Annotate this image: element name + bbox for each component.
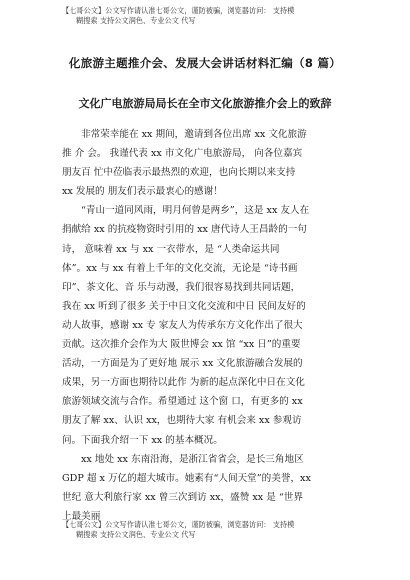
body-line: 朋友了解 xx、认识 xx，也期待大家 有机会来 xx 参观访: [62, 415, 302, 427]
body-line: xx 发展的 朋友们表示最衷心的感谢！: [62, 186, 223, 198]
body-line: 非常荣幸能在 xx 期间，邀请到各位出席 xx 文化旅游: [81, 129, 307, 140]
body-line: 体”。xx 与 xx 有着上千年的文化交流，无论是 “诗书画: [62, 262, 298, 274]
body-line: GDP 超 x 万亿的超大城市。她素有“人间天堂”的美誉，xx: [62, 472, 311, 484]
body-line: xx 地处 xx 东南沿海，是浙江省省会，是长三角地区: [81, 453, 304, 465]
body-line: 捐献给 xx 的抗疫物资时引用的 xx 唐代诗人王昌龄的一句: [62, 224, 307, 236]
body-line: “青山一道同风雨，明月何曾是两乡”，这是 xx 友人在: [81, 205, 310, 217]
body-line: 活动，一方面是为了更好地 展示 xx 文化旅游融合发展的: [62, 358, 303, 370]
body-line: 贡献。这次推介会作为大 阪世博会 xx 馆 “xx 日”的重要: [62, 339, 301, 351]
body-line: 成果，另一方面也期待以此作 为新的起点深化中日在文化: [62, 377, 305, 389]
header-note-line-1: 【七哥公文】公文写作请认准七哥公文，谨防被骗，浏览器访问： 支持模: [62, 6, 295, 15]
body-line: 印”、茶文化、音 乐与动漫，我们很容易找到共同话题，: [62, 281, 301, 293]
body-line: 世纪 意大利旅行家 xx 曾三次到访 xx，盛赞 xx 是 “世界: [62, 491, 303, 503]
body-line: 问。下面我介绍一下 xx 的基本概况。: [62, 434, 223, 446]
body-line: 旅游领域交流与合作。希望通过 这个窗 口，有更多的 xx: [62, 396, 303, 408]
article-title: 文化广电旅游局局长在全市文化旅游推介会上的致辞: [78, 97, 332, 110]
body-line: 推 介 会。 我谨代表 xx 市文化广电旅游局， 向各位嘉宾: [62, 148, 303, 160]
document-title: 化旅游主题推介会、发展大会讲话材料汇编（8 篇）: [68, 56, 342, 70]
footer-note-line-1: 【七哥公文】公文写作请认准七哥公文，谨防被骗，浏览器访问： 支持模: [62, 520, 295, 529]
footer-note-line-2: 糊搜索 支持公文润色、专业公文 代写: [76, 530, 196, 539]
page-header-note: [62, 6, 362, 26]
article-body: [62, 125, 357, 526]
body-line: 上最美丽: [62, 510, 101, 522]
body-line: 动人故事，感谢 xx 专 家友人为传承东方文化作出了很大: [62, 319, 303, 331]
body-line: 我在 xx 听到了很多 关于中日文化交流和中日 民间友好的: [62, 300, 306, 312]
body-line: 诗， 意味着 xx 与 xx 一衣带水，是 “人类命运共同: [62, 243, 280, 255]
page-footer-note: [62, 520, 362, 540]
header-note-line-2: 糊搜索 支持公文润色、专业公文 代写: [76, 16, 196, 25]
body-line: 朋友百 忙中莅临表示最热烈的欢迎，也向长期以来支持: [62, 167, 296, 179]
